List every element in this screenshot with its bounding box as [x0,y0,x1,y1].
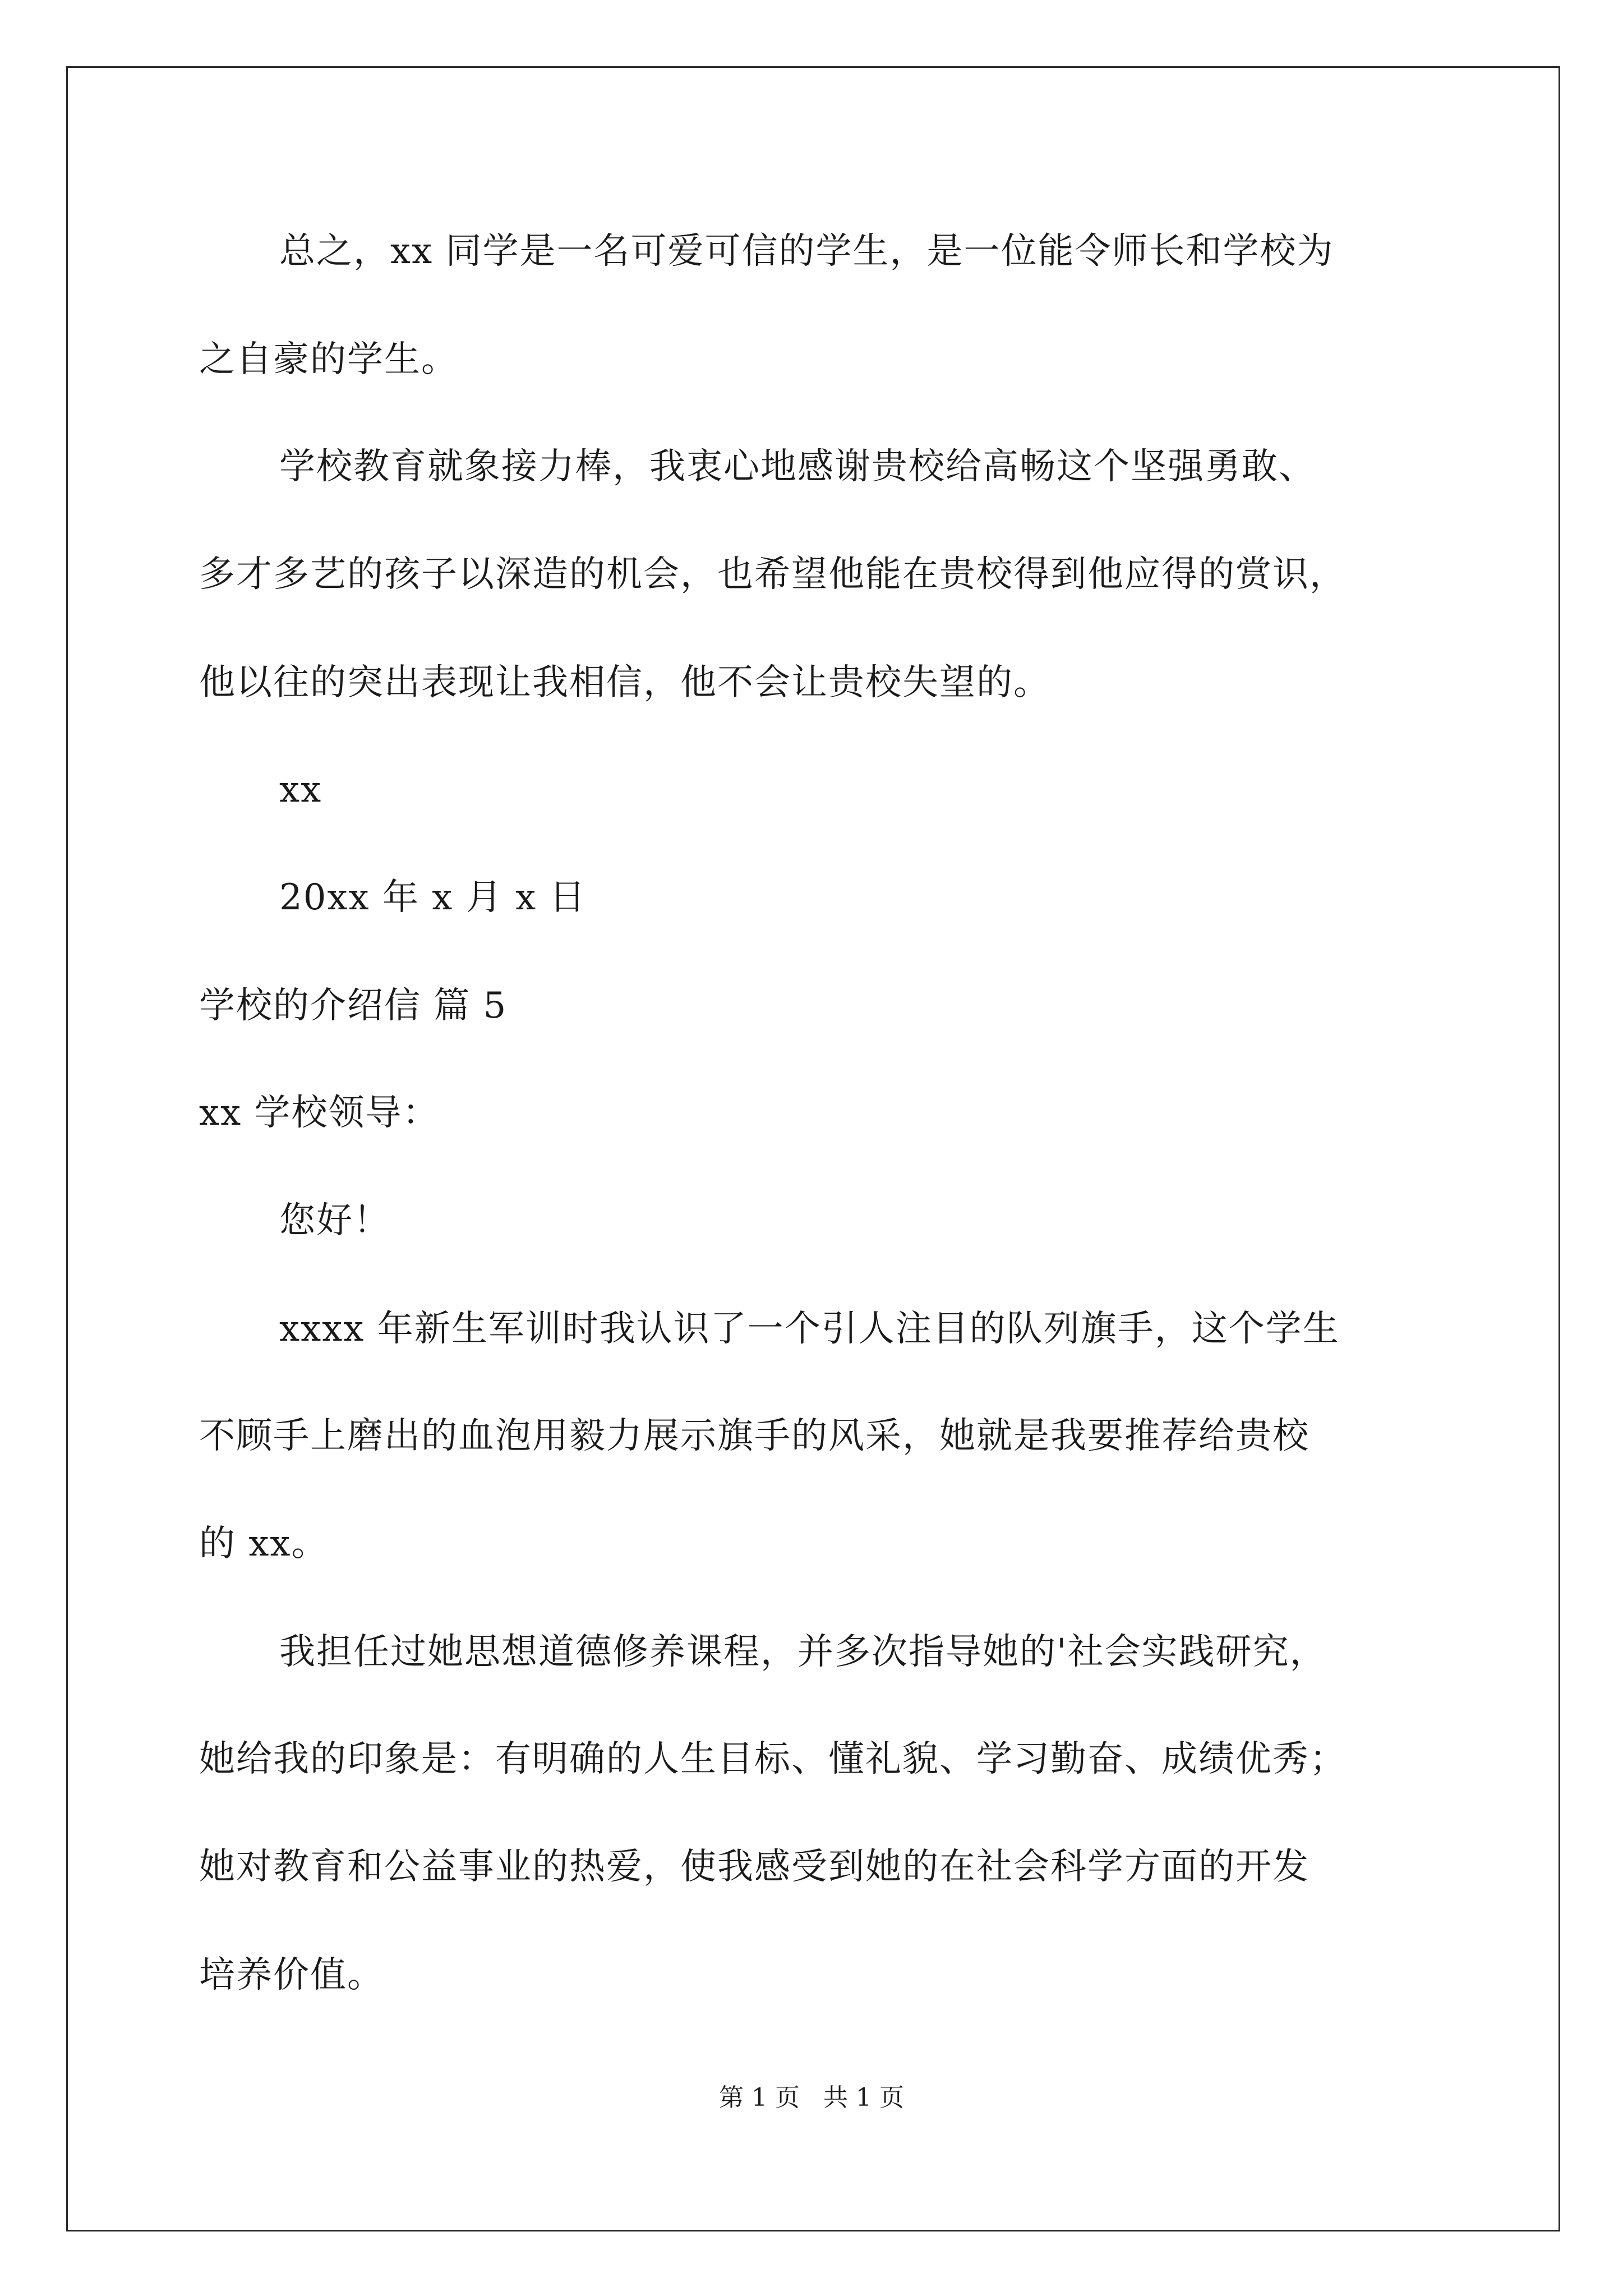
page-footer: 第 1 页 共 1 页 [719,2083,904,2112]
greeting: 您好！ [279,1200,390,1241]
text-line: 她给我的印象是：有明确的人生目标、懂礼貌、学习勤奋、成绩优秀； [199,1738,1347,1780]
signature-name: xx [279,769,322,811]
text-line: 培养价值。 [199,1954,384,1996]
text-line: 之自豪的学生。 [199,339,458,380]
text-line: 他以往的突出表现让我相信，他不会让贵校失望的。 [199,662,1050,703]
text-line: 学校教育就象接力棒，我衷心地感谢贵校给高畅这个坚强勇敢、 [279,446,1316,487]
salutation: xx 学校领导： [199,1092,440,1134]
text-line: 她对教育和公益事业的热爱，使我感受到她的在社会科学方面的开发 [199,1846,1310,1888]
page-border [66,66,1560,2231]
letter-date: 20xx 年 x 月 x 日 [279,877,587,918]
text-line: 多才多艺的孩子以深造的机会，也希望他能在贵校得到他应得的赏识， [199,554,1347,595]
text-line: 不顾手上磨出的血泡用毅力展示旗手的风采，她就是我要推荐给贵校 [199,1415,1310,1457]
text-line: 的 xx。 [199,1523,329,1565]
text-line: 总之，xx 同学是一名可爱可信的学生，是一位能令师长和学校为 [279,231,1334,272]
text-line: 我担任过她思想道德修养课程，并多次指导她的'社会实践研究， [279,1631,1327,1673]
text-line: xxxx 年新生军训时我认识了一个引人注目的队列旗手，这个学生 [279,1308,1340,1350]
section-heading: 学校的介绍信 篇 5 [199,985,508,1027]
